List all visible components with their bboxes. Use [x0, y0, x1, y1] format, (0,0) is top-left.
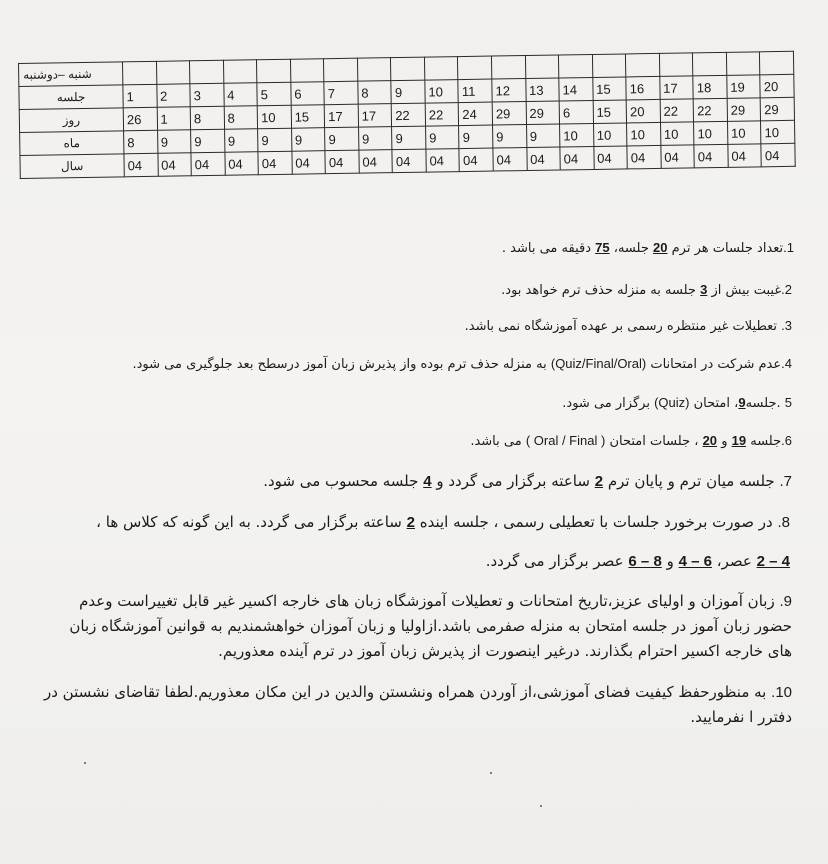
- table-cell: 17: [324, 104, 358, 128]
- table-cell: 9: [459, 125, 493, 149]
- table-cell: 10: [761, 120, 795, 144]
- table-cell: 5: [257, 82, 291, 106]
- table-cell: 04: [560, 146, 594, 170]
- table-cell: 04: [392, 149, 426, 173]
- table-cell: 15: [593, 100, 627, 124]
- paper-speck: [490, 772, 492, 774]
- table-cell: 19: [727, 75, 761, 99]
- table-cell: 16: [626, 76, 660, 100]
- table-cell: 15: [291, 105, 325, 129]
- table-cell: 9: [258, 128, 292, 152]
- rule-9-line-2: حضور زبان آموز در جلسه امتحان به منزله صفرمی باشد.ازاولیا و زبان آموزان خواهشمندیم به قوانین آموزشگاه زبان: [69, 617, 792, 635]
- table-cell: 29: [526, 101, 560, 125]
- row-label-cell: سال: [20, 154, 124, 179]
- rule-2: 2.غیبت بیش از 3 جلسه به منزله حذف ترم خواهد بود.: [501, 282, 792, 298]
- table-cell: 10: [727, 121, 761, 145]
- table-cell: 29: [727, 98, 761, 122]
- paper-speck: [84, 762, 86, 764]
- rule-5: 5 .جلسه9، امتحان (Quiz) برگزار می شود.: [562, 395, 792, 411]
- table-cell: 8: [358, 81, 392, 105]
- paper-speck: [540, 805, 542, 807]
- table-cell: 6: [291, 82, 325, 106]
- table-cell: 8: [124, 130, 158, 154]
- table-cell: 29: [761, 97, 795, 121]
- table-cell: 04: [124, 153, 158, 177]
- rule-1: 1.تعداد جلسات هر ترم 20 جلسه، 75 دقیقه می باشد .: [501, 240, 794, 256]
- table-cell: 10: [694, 121, 728, 145]
- table-cell: 17: [358, 104, 392, 128]
- table-cell: 04: [225, 152, 259, 176]
- rule-10-line-1: 10. به منظورحفظ کیفیت فضای آموزشی،از آوردن همراه ونشستن والدین در این مکان معذوریم.لطفا تقاضای نشستن در: [43, 683, 792, 701]
- table-cell: 9: [526, 124, 560, 148]
- table-cell: 24: [459, 102, 493, 126]
- table-cell: 20: [760, 74, 794, 98]
- table-cell: 10: [593, 123, 627, 147]
- table-cell: 04: [459, 148, 493, 172]
- table-cell: 8: [224, 106, 258, 130]
- table-cell: 04: [426, 149, 460, 173]
- rule-10-line-2: دفترر ا نفرمایید.: [690, 708, 792, 726]
- rule-10: [43, 680, 792, 730]
- table-cell: 9: [325, 127, 359, 151]
- table-cell: 04: [258, 151, 292, 175]
- table-cell: 04: [493, 148, 527, 172]
- table-cell: 17: [660, 76, 694, 100]
- table-cell: 9: [493, 125, 527, 149]
- table-cell: 22: [660, 99, 694, 123]
- rule-4: 4.عدم شرکت در امتحانات (Quiz/Final/Oral) به منزله حذف ترم بوده واز پذیرش زبان آموز درسطح بعد جلوگیری می شود.: [132, 356, 792, 372]
- header-label-cell: شنبه –دوشنبه: [19, 62, 123, 87]
- table-cell: 10: [660, 122, 694, 146]
- table-cell: 2: [156, 84, 190, 108]
- table-cell: 04: [292, 151, 326, 175]
- table-cell: 04: [157, 153, 191, 177]
- table-cell: 20: [626, 99, 660, 123]
- row-label-cell: جلسه: [19, 85, 123, 110]
- table-cell: 15: [592, 77, 626, 101]
- table-cell: 6: [559, 100, 593, 124]
- table-cell: 9: [157, 130, 191, 154]
- table-cell: 9: [291, 128, 325, 152]
- table-cell: 10: [627, 122, 661, 146]
- table-cell: 04: [627, 145, 661, 169]
- table-cell: 29: [492, 102, 526, 126]
- rule-9-line-1: 9. زبان آموزان و اولیای عزیز،تاریخ امتحانات و تعطیلات آموزشگاه زبان های خارجه اکسیر غیر قابل تغییراست وعدم: [79, 592, 792, 610]
- table-cell: 04: [728, 144, 762, 168]
- table-cell: 1: [123, 84, 157, 108]
- table-cell: 9: [191, 129, 225, 153]
- table-cell: 1: [157, 107, 191, 131]
- rule-8: [96, 510, 790, 574]
- rule-9: [69, 589, 792, 664]
- table-cell: 04: [191, 152, 225, 176]
- table-cell: 14: [559, 77, 593, 101]
- table-cell: 04: [761, 143, 795, 167]
- table-cell: 22: [693, 98, 727, 122]
- rule-6: 6.جلسه 19 و 20 ، جلسات امتحان ( Oral / Final ) می باشد.: [470, 433, 792, 449]
- table-cell: 9: [391, 80, 425, 104]
- table-cell: 10: [560, 123, 594, 147]
- table-cell: 04: [359, 150, 393, 174]
- table-cell: 04: [661, 145, 695, 169]
- table-cell: 10: [425, 80, 459, 104]
- rule-7: 7. جلسه میان ترم و پایان ترم 2 ساعته برگزار می گردد و 4 جلسه محسوب می شود.: [263, 472, 792, 490]
- table-cell: 04: [325, 150, 359, 174]
- table-cell: 7: [324, 81, 358, 105]
- table-cell: 13: [525, 78, 559, 102]
- table-cell: 22: [392, 103, 426, 127]
- table-cell: 9: [425, 126, 459, 150]
- table-cell: 18: [693, 75, 727, 99]
- rule-3: 3. تعطیلات غیر منتظره رسمی بر عهده آموزشگاه نمی باشد.: [464, 318, 792, 334]
- table-cell: 4: [223, 83, 257, 107]
- rule-8-line-2: 2 – 4 عصر، 4 – 6 و 6 – 8 عصر برگزار می گردد.: [485, 552, 790, 570]
- table-cell: 26: [123, 107, 157, 131]
- table-cell: 22: [425, 103, 459, 127]
- table-cell: 9: [392, 126, 426, 150]
- rule-9-line-3: های خارجه اکسیر احترام بگذارند. درغیر اینصورت از پذیرش زبان آموز در ترم آینده معذوریم.: [218, 642, 792, 660]
- table-cell: 3: [190, 83, 224, 107]
- table-cell: 10: [257, 105, 291, 129]
- table-cell: 04: [526, 147, 560, 171]
- table-cell: 9: [358, 127, 392, 151]
- table-cell: 8: [190, 106, 224, 130]
- table-cell: 12: [492, 79, 526, 103]
- table-cell: 9: [224, 129, 258, 153]
- rule-8-line-1: 8. در صورت برخورد جلسات با تعطیلی رسمی ، جلسه اینده 2 ساعته برگزار می گردد. به این گونه که کلاس ها ،: [96, 513, 790, 531]
- table-cell: 04: [694, 144, 728, 168]
- table-cell: 11: [458, 79, 492, 103]
- table-cell: 04: [594, 146, 628, 170]
- row-label-cell: ماه: [20, 131, 124, 156]
- row-label-cell: روز: [19, 108, 123, 133]
